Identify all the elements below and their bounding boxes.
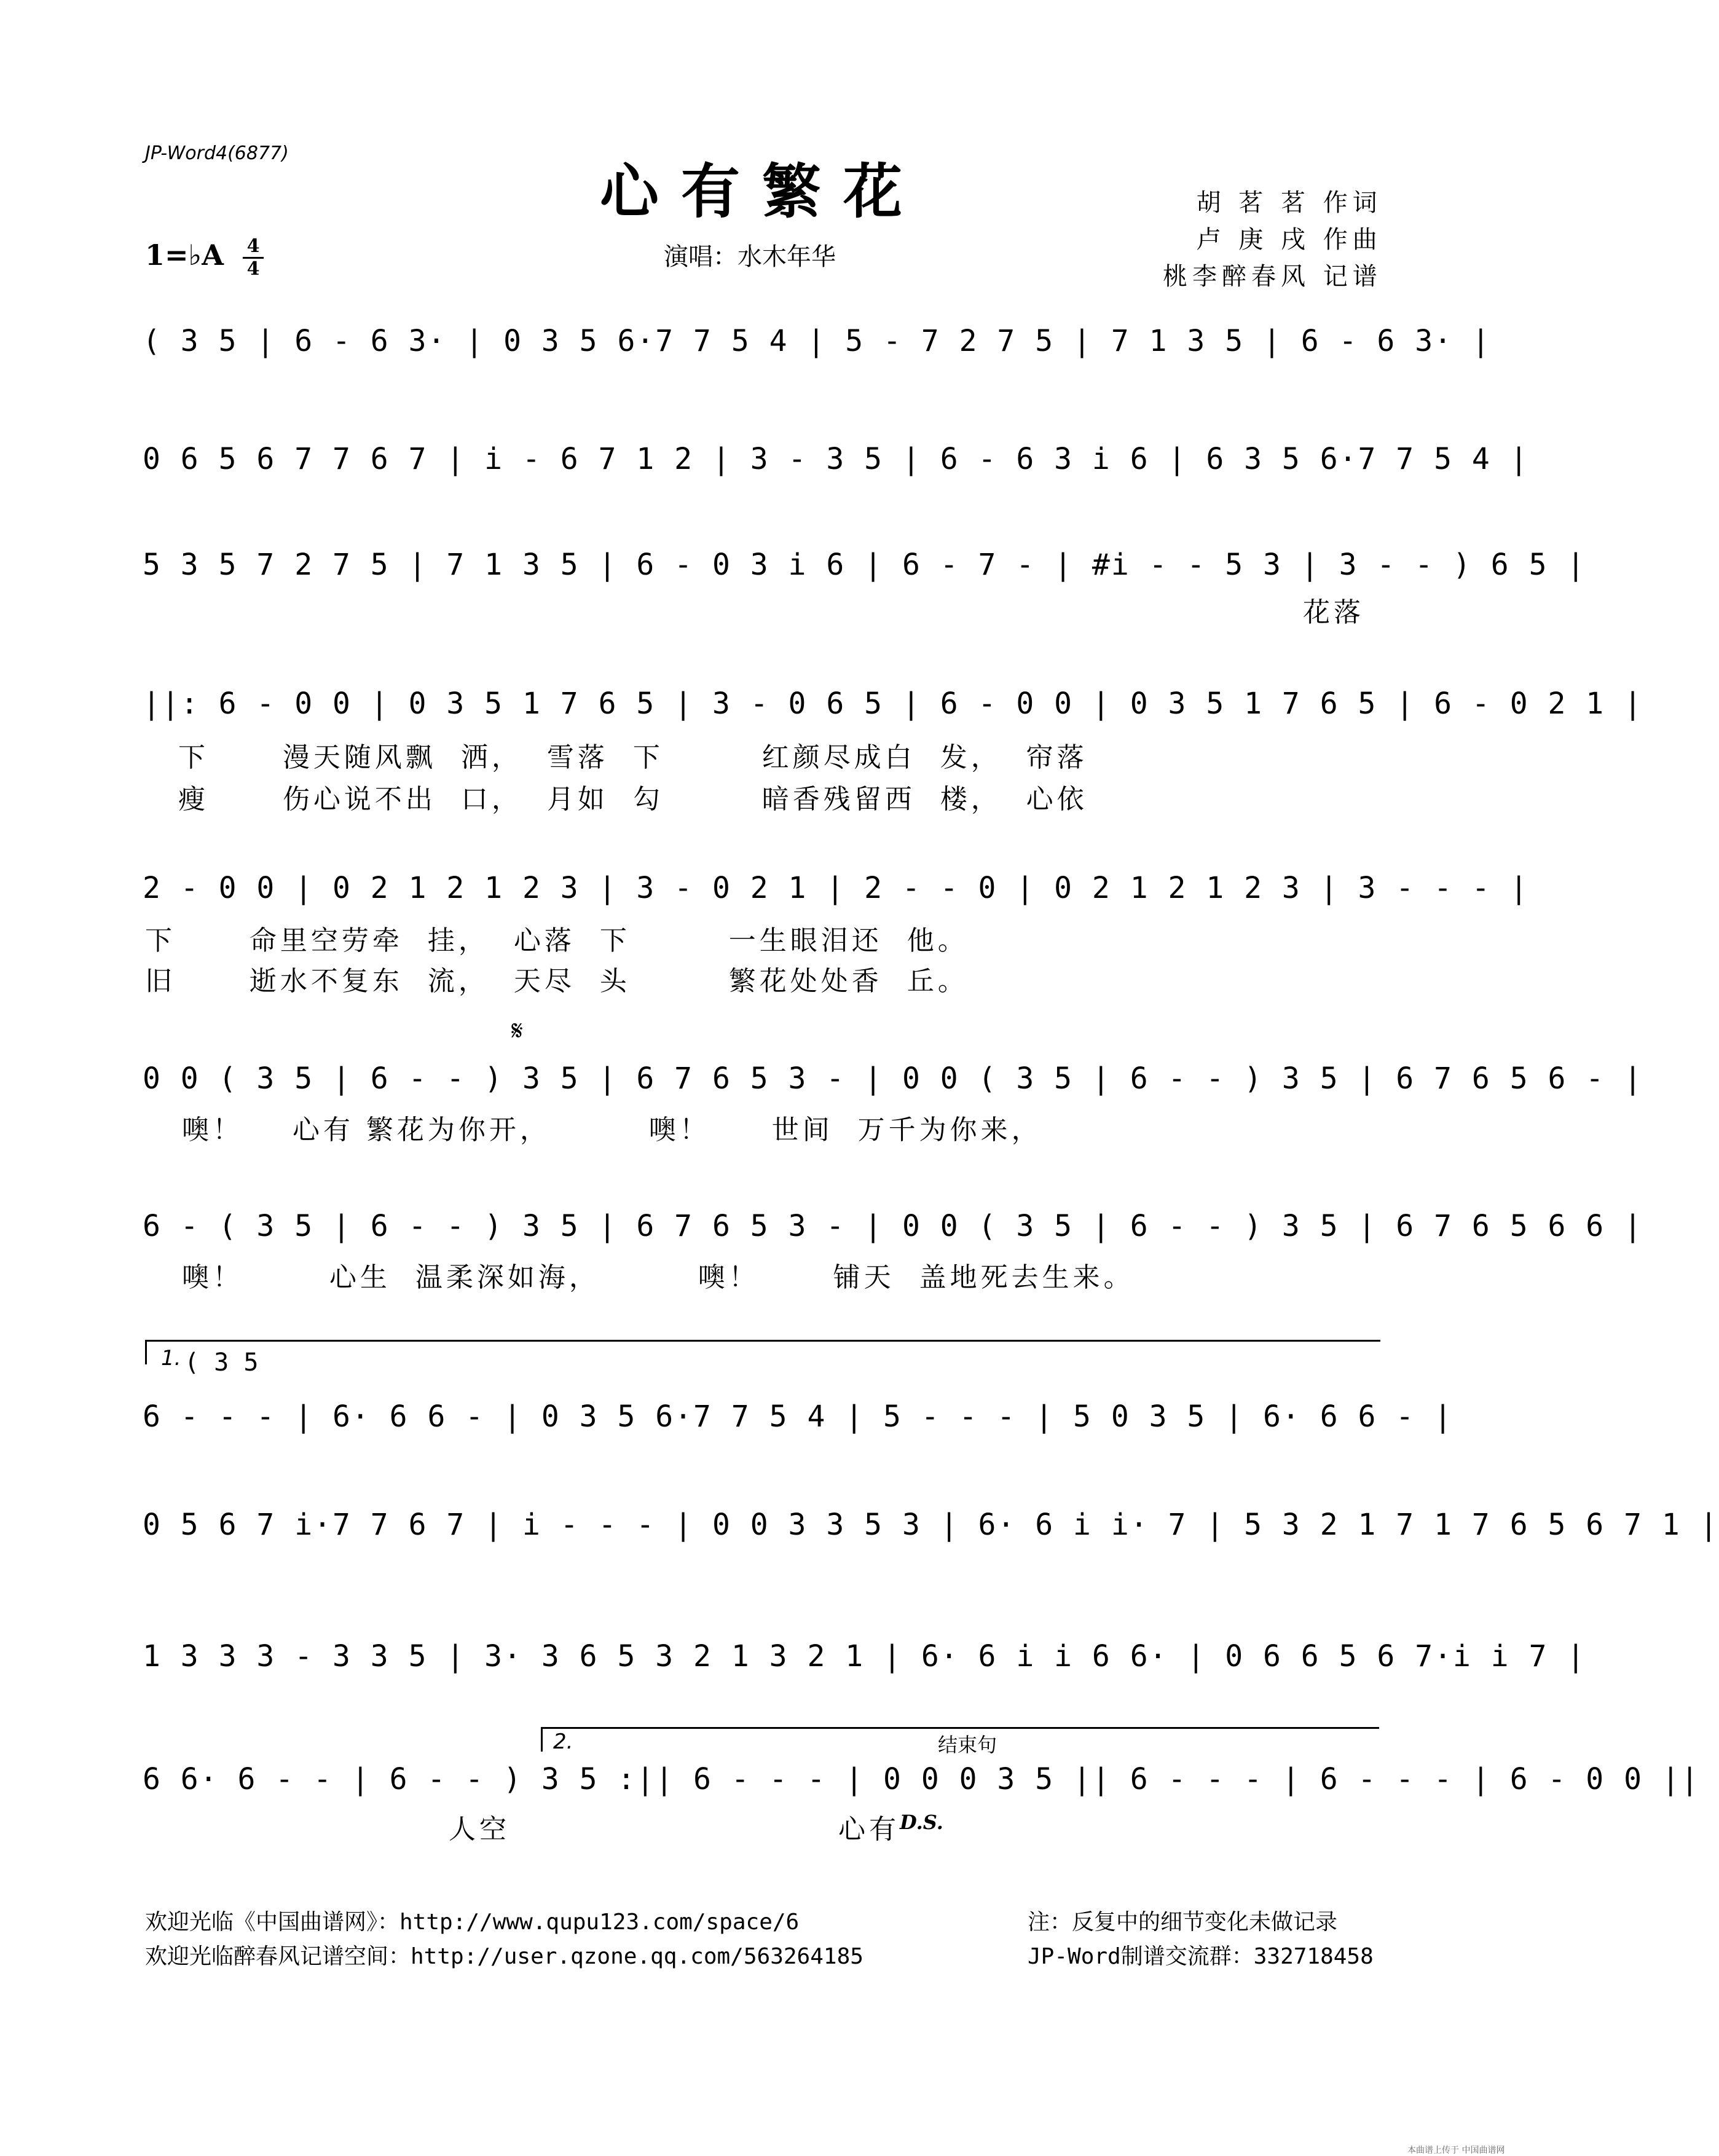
lyric-system-11-a: 人空 (449, 1814, 510, 1845)
dal-segno-mark: D.S. (900, 1811, 943, 1834)
lyric-system-4-verse-2: 瘦 伤心说不出 口， 月如 勾 暗香残留西 楼， 心依 (178, 784, 1088, 815)
lyric-system-6: 噢！ 心有 繁花为你开， 噢！ 世间 万千为你来， (145, 1114, 1042, 1146)
coda-bracket (922, 1727, 1379, 1729)
software-version: JP-Word4(6877) (145, 143, 289, 164)
footer-links (145, 1905, 863, 1974)
key-signature: 1=♭A (145, 238, 224, 272)
score-system-7: 6 - ( 3 5 | 6 - - ) 3 5 | 6 7 6 5 3 - | 0 0 ( 3 5 | 6 - - ) 3 5 | 6 7 6 5 6 6 | (143, 1209, 1643, 1243)
watermark: 本曲谱上传于 中国曲谱网 (1407, 2146, 1505, 2155)
segno-sign: 𝄋 (511, 1015, 523, 1047)
score-system-3: 5 3 5 7 2 7 5 | 7 1 3 5 | 6 - 0 3 i 6 | 6 - 7 - | #i - - 5 3 | 3 - - ) 6 5 | (143, 548, 1586, 582)
score-system-4: ||: 6 - 0 0 | 0 3 5 1 7 6 5 | 3 - 0 6 5 | 6 - 0 0 | 0 3 5 1 7 6 5 | 6 - 0 2 1 | (143, 687, 1643, 721)
second-ending-tick (541, 1727, 543, 1752)
score-system-9: 0 5 6 7 i·7 7 6 7 | i - - - | 0 0 3 3 5 3 | 6· 6 i i· 7 | 5 3 2 1 7 1 7 6 5 6 7 1 | (143, 1508, 1719, 1542)
lyric-system-4-verse-1: 下 漫天随风飘 洒， 雪落 下 红颜尽成白 发， 帘落 (178, 742, 1088, 773)
lyric-system-5-verse-1: 下 命里空劳牵 挂， 心落 下 一生眼泪还 他。 (145, 925, 969, 956)
time-top: 4 (246, 235, 260, 257)
second-ending-label: 2. (553, 1729, 573, 1754)
footer-link-site[interactable]: 欢迎光临《中国曲谱网》：http://www.qupu123.com/space/6 (145, 1910, 800, 1935)
score-system-6: 0 0 ( 3 5 | 6 - - ) 3 5 | 6 7 6 5 3 - | 0 0 ( 3 5 | 6 - - ) 3 5 | 6 7 6 5 6 - | (143, 1061, 1643, 1096)
score-system-5: 2 - 0 0 | 0 2 1 2 1 2 3 | 3 - 0 2 1 | 2 - - 0 | 0 2 1 2 1 2 3 | 3 - - - | (143, 871, 1529, 905)
coda-label: 结束句 (938, 1733, 997, 1757)
score-system-10: 1 3 3 3 - 3 3 5 | 3· 3 6 5 3 2 1 3 2 1 | 6· 6 i i 6 6· | 0 6 6 5 6 7·i i 7 | (143, 1639, 1586, 1674)
first-ending-label: 1. (161, 1346, 181, 1371)
composer: 卢 庚 戌 作曲 (1196, 226, 1382, 254)
lyric-system-11-b: 心有 (838, 1814, 900, 1845)
score-system-2: 0 6 5 6 7 7 6 7 | i - 6 7 1 2 | 3 - 3 5 | 6 - 6 3 i 6 | 6 3 5 6·7 7 5 4 | (143, 442, 1529, 476)
credits (1163, 184, 1382, 295)
score-system-1: ( 3 5 | 6 - 6 3· | 0 3 5 6·7 7 5 4 | 5 - 7 2 7 5 | 7 1 3 5 | 6 - 6 3· | (143, 324, 1491, 358)
footer-note: 注：反复中的细节变化未做记录 (1028, 1910, 1338, 1935)
score-system-8: 6 - - - | 6· 6 6 - | 0 3 5 6·7 7 5 4 | 5 - - - | 5 0 3 5 | 6· 6 6 - | (143, 1399, 1453, 1434)
score-system-11: 6 6· 6 - - | 6 - - ) 3 5 :|| 6 - - - | 0 0 0 3 5 || 6 - - - | 6 - - - | 6 - 0 0 || (143, 1762, 1700, 1796)
transcriber: 桃李醉春风 记谱 (1163, 262, 1382, 291)
lyricist: 胡 茗 茗 作词 (1196, 189, 1382, 217)
lyric-system-7: 噢！ 心生 温柔深如海， 噢！ 铺天 盖地死去生来。 (145, 1262, 1135, 1293)
first-ending-tick (145, 1340, 147, 1364)
footer-notes (1028, 1905, 1374, 1974)
time-signature (241, 236, 266, 280)
lyric-system-5-verse-2: 旧 逝水不复东 流， 天尽 头 繁花处处香 丘。 (145, 966, 969, 997)
song-title: 心有繁花 (600, 157, 924, 226)
footer-link-space[interactable]: 欢迎光临醉春风记谱空间：http://user.qzone.qq.com/563264185 (145, 1944, 863, 1969)
first-ending-bracket (145, 1340, 1380, 1342)
footer-group: JP-Word制谱交流群：332718458 (1028, 1944, 1374, 1969)
time-bottom: 4 (246, 258, 260, 280)
second-ending-bracket (541, 1727, 922, 1729)
first-ending-pickup: ( 3 5 (184, 1348, 259, 1377)
lyric-system-3: 花落 (1303, 597, 1364, 628)
singer: 演唱：水木年华 (664, 243, 836, 271)
